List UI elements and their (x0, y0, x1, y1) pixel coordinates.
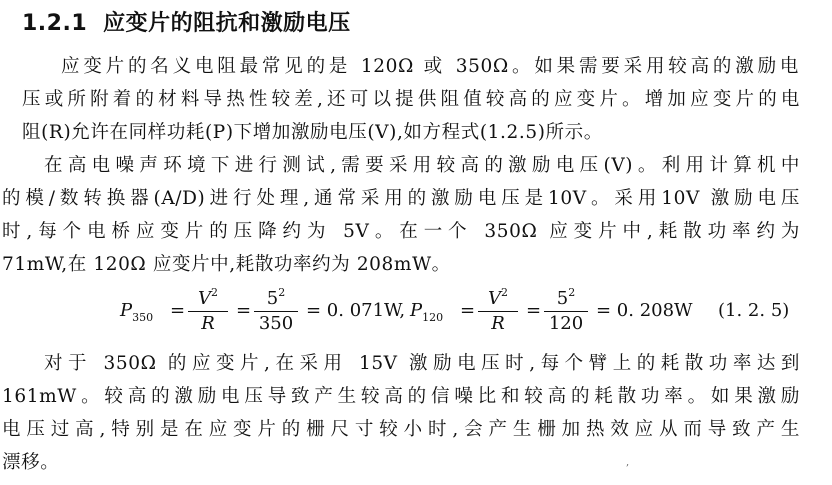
equals-sign: = (236, 300, 252, 321)
fraction-5sq-over-350: $5^2$ 350 (254, 282, 298, 335)
paragraph-3-line-1: 对于 350Ω 的应变片,在采用 15V 激励电压时,每个臂上的耗散功率达到 (44, 353, 800, 374)
paragraph-2-line-4: 71mW,在 120Ω 应变片中,耗散功率约为 208mW。 (2, 254, 451, 275)
fraction-v2-over-r-2: $V^2$ R (478, 282, 518, 335)
equation-result-120: = 0. 208W (596, 300, 693, 321)
equals-sign: = (460, 300, 476, 321)
section-title: 应变片的阻抗和激励电压 (103, 11, 351, 36)
paragraph-2-line-3: 时,每个电桥应变片的压降约为 5V。在一个 350Ω 应变片中,耗散功率约为 (2, 221, 800, 242)
equals-sign: = (170, 300, 186, 321)
paragraph-2-line-1: 在高电噪声环境下进行测试,需要采用较高的激励电压(V)。利用计算机中 (44, 155, 800, 176)
paragraph-1-line-2: 压或所附着的材料导热性较差,还可以提供阻值较高的应变片。增加应变片的电 (22, 89, 800, 110)
equals-sign: = (526, 300, 542, 321)
equation-p120: $P_{120}$ (410, 300, 444, 324)
section-number: 1.2.1 (22, 11, 88, 36)
fraction-v2-over-r: $V^2$ R (188, 282, 228, 335)
equation-result-350: = 0. 071W, (306, 300, 406, 321)
paragraph-3-line-3: 电压过高,特别是在应变片的栅尺寸较小时,会产生栅加热效应从而导致产生 (2, 419, 800, 440)
fraction-5sq-over-120: $5^2$ 120 (544, 282, 588, 335)
paragraph-3-line-2: 161mW。较高的激励电压导致产生较高的信噪比和较高的耗散功率。如果激励 (2, 386, 800, 407)
paragraph-1-line-3: 阻(R)允许在同样功耗(P)下增加激励电压(V),如方程式(1.2.5)所示。 (22, 122, 603, 143)
equation-p350: $P_{350}$ (120, 300, 154, 324)
paragraph-3-line-4: 漂移。 (2, 452, 60, 473)
equation-label: (1. 2. 5) (718, 300, 790, 321)
section-heading (22, 6, 351, 37)
equation-1-2-5 (120, 282, 810, 342)
paragraph-1-line-1: 应变片的名义电阻最常见的是 120Ω 或 350Ω。如果需要采用较高的激励电 (61, 56, 799, 77)
paragraph-2-line-2: 的模/数转换器(A/D)进行处理,通常采用的激励电压是10V。采用10V 激励电压 (2, 188, 800, 209)
stray-mark: , (626, 457, 630, 468)
